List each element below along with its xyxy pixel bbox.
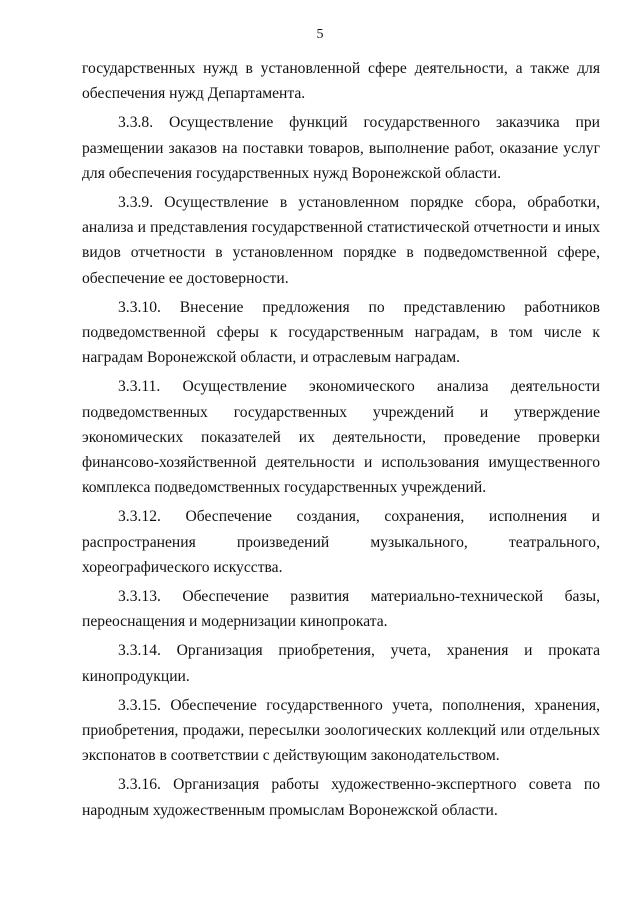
item-3-3-16: 3.3.16. Организация работы художественно-экспертного совета по народным художественным промыслам Воронежской области. (82, 776, 600, 819)
item-3-3-9: 3.3.9. Осуществление в установленном порядке сбора, обработки, анализа и представления государственной статистической отчетности и иных видов отчетности в установленном порядке в подведомственной сфере, обеспечение ее достоверности. (82, 194, 600, 287)
item-3-3-10: 3.3.10. Внесение предложения по представлению работников подведомственной сферы к государственным наградам, в том числе к наградам Воронежской области, и отраслевым наградам. (82, 298, 600, 367)
item-3-3-12: 3.3.12. Обеспечение создания, сохранения, исполнения и распространения произведений музыкального, театрального, хореографического искусства. (82, 508, 600, 576)
item-3-3-8: 3.3.8. Осуществление функций государственного заказчика при размещении заказов на поставки товаров, выполнение работ, оказание услуг для обеспечения государственных нужд Воронежской области. (82, 114, 600, 182)
page-number: 5 (316, 27, 324, 42)
item-3-3-14: 3.3.14. Организация приобретения, учета, хранения и проката кинопродукции. (82, 642, 600, 685)
item-3-3-13: 3.3.13. Обеспечение развития материально-технической базы, переоснащения и модернизации кинопроката. (82, 588, 600, 631)
continuation-paragraph: государственных нужд в установленной сфере деятельности, а также для обеспечения нужд Департамента. (82, 60, 600, 103)
document-body (82, 56, 600, 827)
item-3-3-15: 3.3.15. Обеспечение государственного учета, пополнения, хранения, приобретения, продажи, пересылки зоологических коллекций или отдельных экспонатов в соответствии с действующим законодательством. (82, 696, 600, 765)
item-3-3-11: 3.3.11. Осуществление экономического анализа деятельности подведомственных государственных учреждений и утверждение экономических показателей их деятельности, проведение проверки финансово-хозяйственной деятельности и использования имущественного комплекса подведомственных государственных учреждений. (82, 378, 600, 497)
